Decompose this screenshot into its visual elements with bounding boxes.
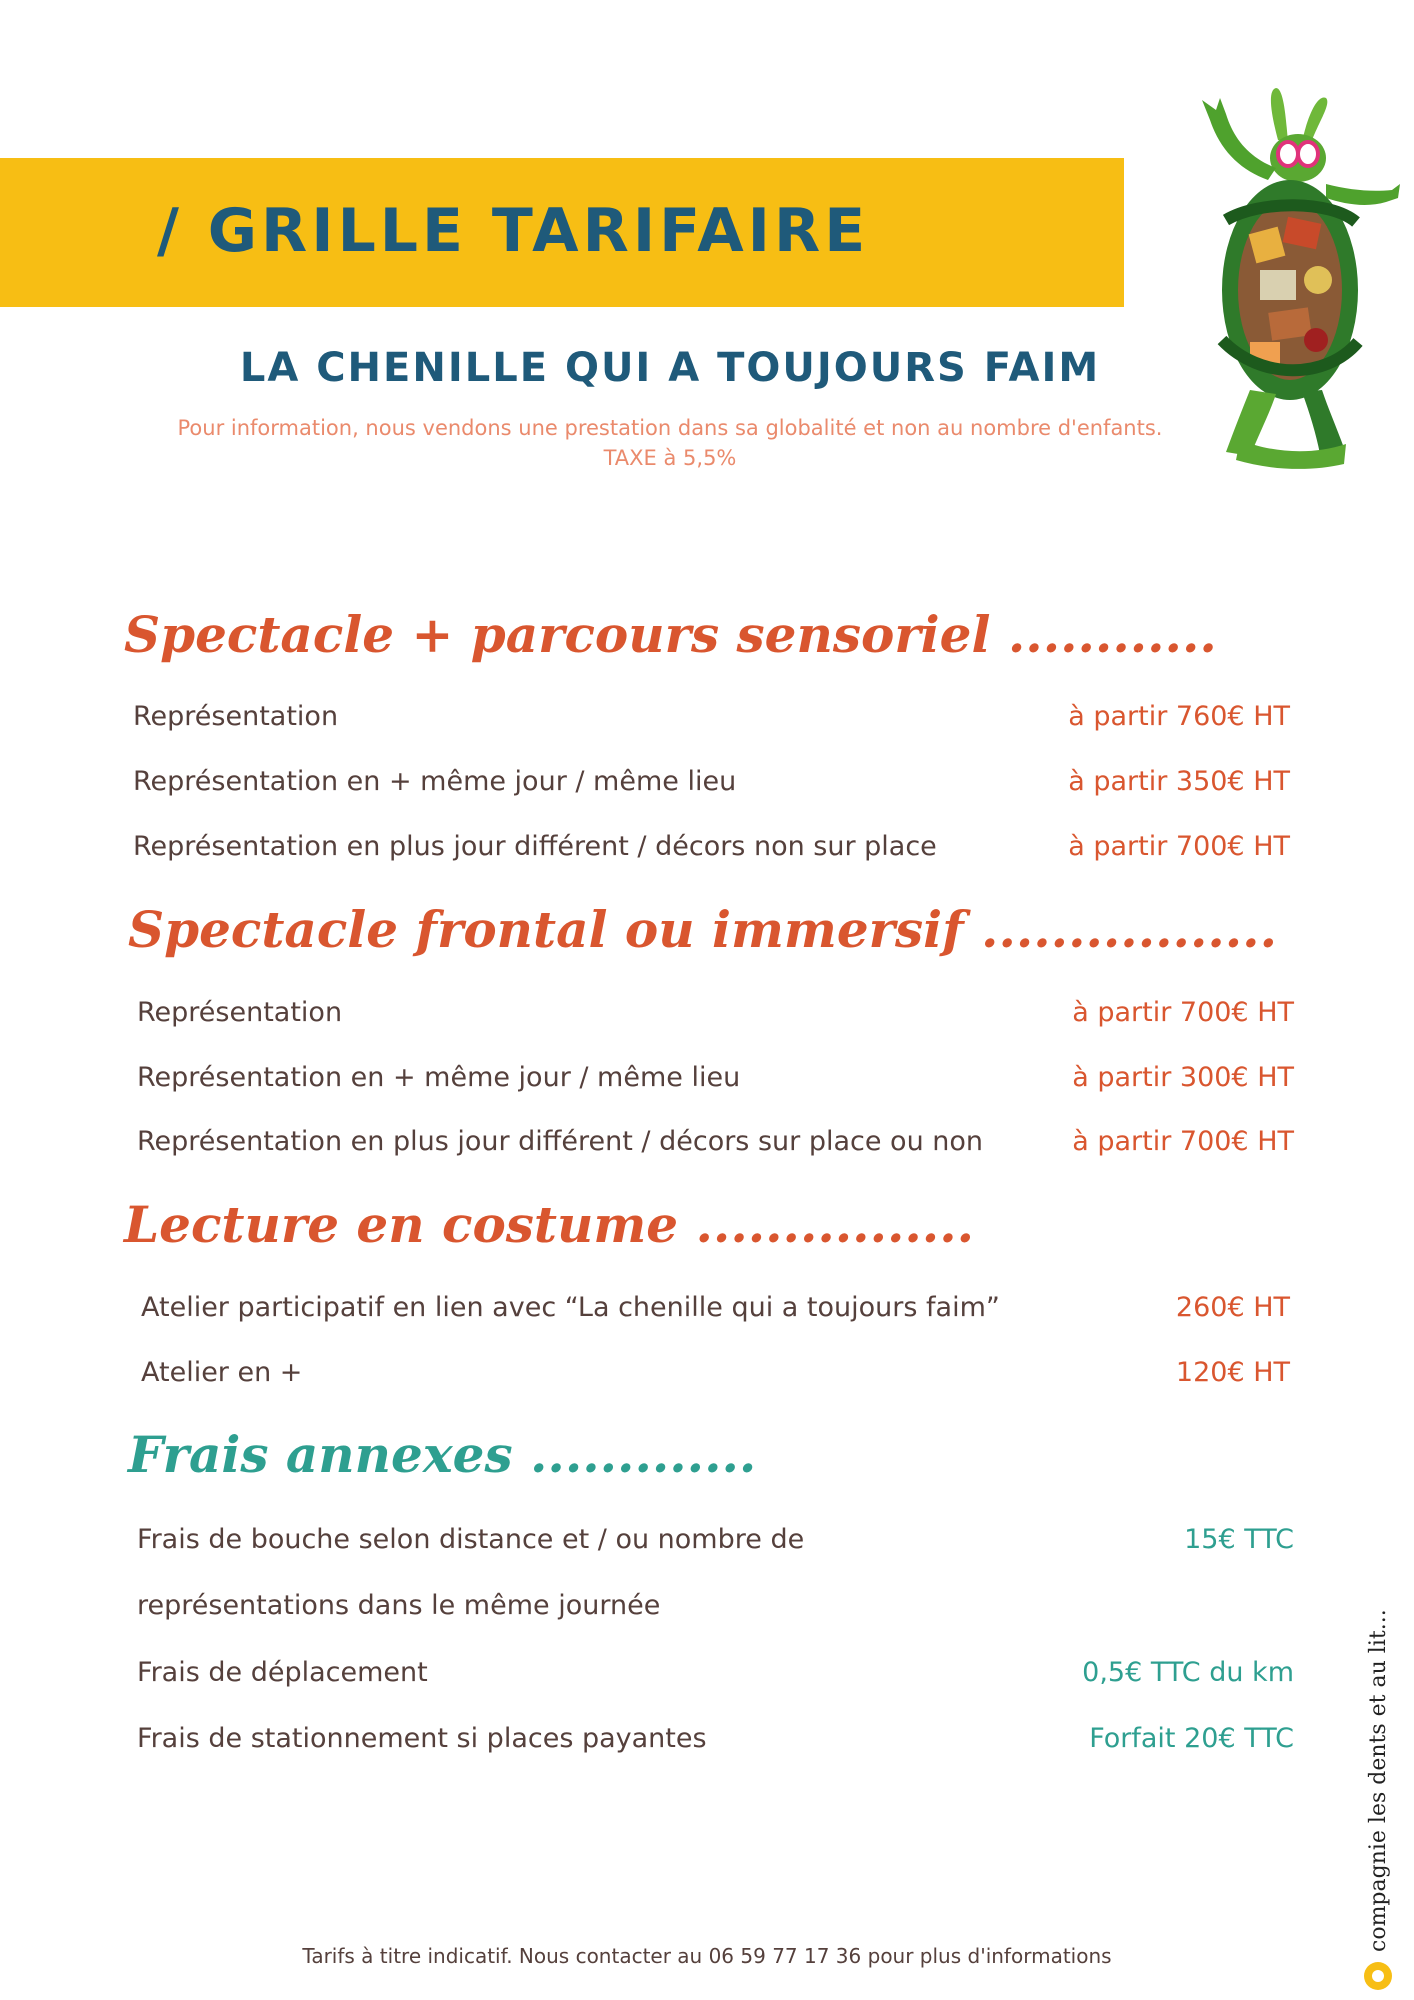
- price-row-label: Représentation en + même jour / même lieu: [133, 766, 737, 797]
- price-row-label: Représentation en + même jour / même lieu: [137, 1062, 741, 1093]
- price-row-label: Représentation en plus jour différent / décors non sur place: [133, 831, 937, 862]
- price-row-value: à partir 760€ HT: [1068, 701, 1290, 732]
- price-row-value: à partir 700€ HT: [1072, 997, 1294, 1028]
- price-row-value: 120€ HT: [1175, 1357, 1290, 1388]
- price-row-value: Forfait 20€ TTC: [1089, 1723, 1294, 1754]
- section-title-frais-annexes: Frais annexes .............: [128, 1425, 757, 1484]
- price-row-label: représentations dans le même journée: [137, 1590, 661, 1621]
- price-row-label: Frais de bouche selon distance et / ou nombre de: [137, 1524, 805, 1555]
- price-row-label: Représentation en plus jour différent / décors sur place ou non: [137, 1126, 984, 1157]
- price-row-value: à partir 700€ HT: [1072, 1126, 1294, 1157]
- price-row-label: Représentation: [133, 701, 339, 732]
- price-row-label: Frais de stationnement si places payantes: [137, 1723, 707, 1754]
- page-title: / GRILLE TARIFAIRE: [157, 196, 870, 266]
- footer-note: [0, 1944, 1414, 1968]
- section-title-spectacle-frontal: Spectacle frontal ou immersif .................: [128, 900, 1277, 959]
- caterpillar-costume-figure-icon: [1130, 80, 1400, 470]
- price-row-label: Atelier participatif en lien avec “La chenille qui a toujours faim”: [141, 1292, 1000, 1323]
- footer-text: Tarifs à titre indicatif. Nous contacter au 06 59 77 17 36 pour plus d'informations: [302, 1944, 1112, 1968]
- price-row-value: 260€ HT: [1175, 1292, 1290, 1323]
- info-line: Pour information, nous vendons une prestation dans sa globalité et non au nombre d'enfants.: [177, 416, 1163, 440]
- price-row-value: à partir 300€ HT: [1072, 1062, 1294, 1093]
- company-name: compagnie les dents et au lit...: [1365, 1609, 1391, 1952]
- tax-line: TAXE à 5,5%: [603, 446, 737, 470]
- price-row-label: Frais de déplacement: [137, 1657, 428, 1688]
- price-row-value: 15€ TTC: [1184, 1524, 1294, 1555]
- price-row-label: Atelier en +: [141, 1357, 303, 1388]
- price-row-value: 0,5€ TTC du km: [1082, 1657, 1294, 1688]
- price-row-value: à partir 700€ HT: [1068, 831, 1290, 862]
- page-subtitle: LA CHENILLE QUI A TOUJOURS FAIM: [239, 345, 1101, 391]
- section-title-lecture-costume: Lecture en costume ................: [124, 1195, 975, 1254]
- company-logo-icon: [1364, 1962, 1392, 1990]
- company-credit: [1364, 1609, 1392, 1990]
- price-row-label: Représentation: [137, 997, 343, 1028]
- section-title-spectacle-parcours: Spectacle + parcours sensoriel ............: [124, 605, 1217, 664]
- price-row-value: à partir 350€ HT: [1068, 766, 1290, 797]
